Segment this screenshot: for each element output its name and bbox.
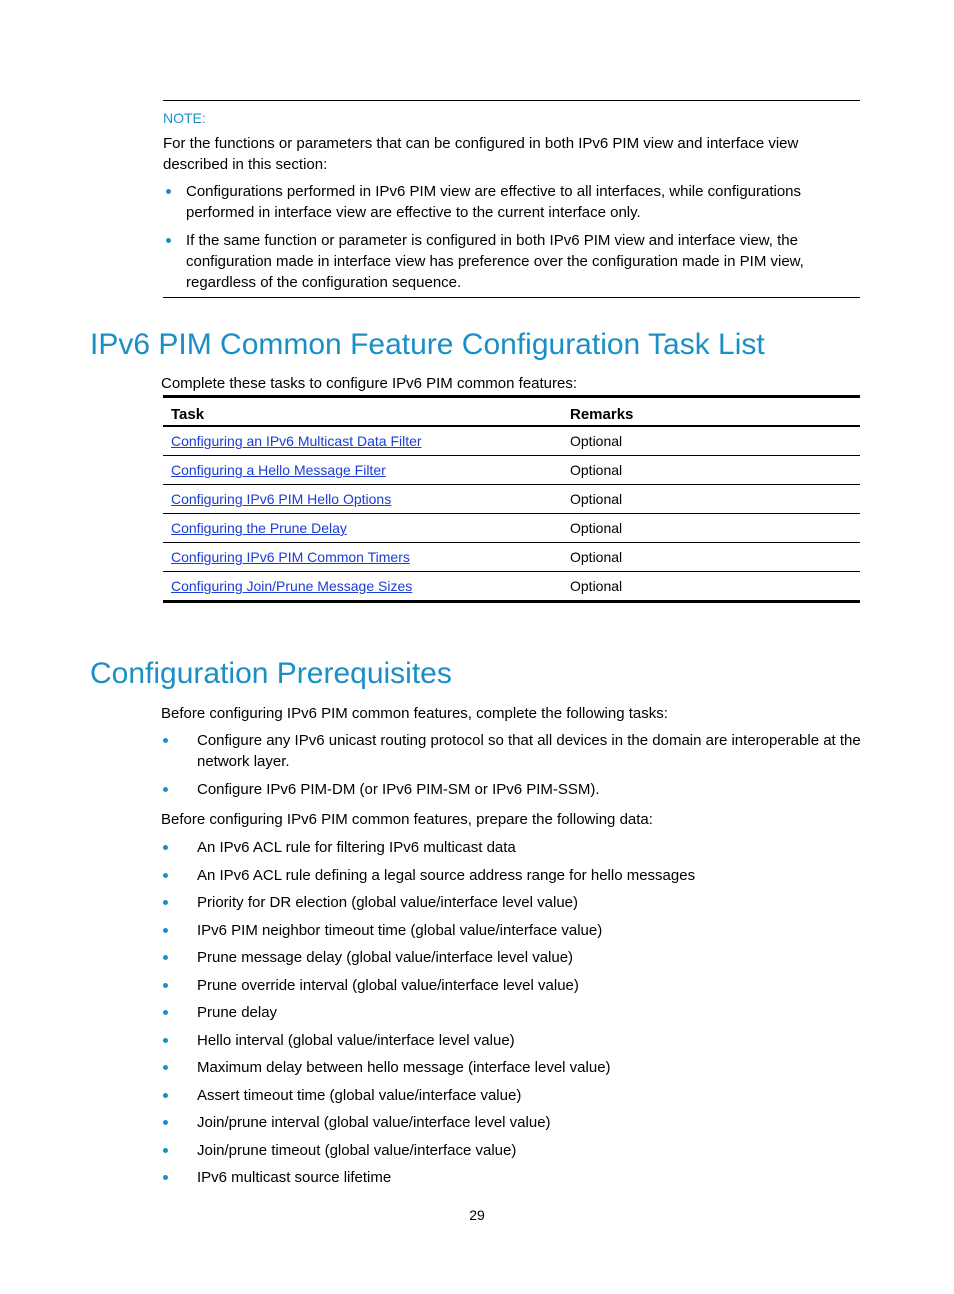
list-item: [161, 1002, 866, 1023]
task-link[interactable]: Configuring an IPv6 Multicast Data Filter: [171, 433, 422, 449]
bullet-icon: [163, 983, 168, 988]
list-item-text: Prune override interval (global value/interface level value): [197, 976, 579, 994]
remarks-cell: Optional: [562, 543, 860, 572]
table-row: [163, 514, 860, 543]
bullet-icon: [163, 955, 168, 960]
list-item-text: Configure IPv6 PIM-DM (or IPv6 PIM-SM or IPv6 PIM-SSM).: [197, 781, 600, 798]
section-heading: Configuration Prerequisites: [90, 657, 452, 690]
task-link[interactable]: Configuring IPv6 PIM Hello Options: [171, 491, 392, 507]
note-label: NOTE:: [163, 110, 206, 126]
section-intro: Before configuring IPv6 PIM common features, prepare the following data:: [161, 811, 653, 828]
bullet-icon: [163, 1010, 168, 1015]
list-item: [161, 1085, 866, 1106]
list-item: [161, 837, 866, 858]
remarks-cell: Optional: [570, 578, 623, 594]
note-bullet-text: If the same function or parameter is configured in both IPv6 PIM view and interface view, the configuration made in interface view has preference over the configuration made in PIM view, regardless of the configuration sequence.: [186, 232, 804, 291]
table-row: [163, 456, 860, 485]
list-item-text: Configure any IPv6 unicast routing protocol so that all devices in the domain are interoperable at the network layer.: [197, 732, 861, 770]
bullet-icon: [163, 928, 168, 933]
column-header-task: Task: [163, 397, 562, 427]
table-header-row: [163, 397, 860, 427]
table-row: [163, 485, 860, 514]
list-item: [161, 1112, 866, 1133]
table-row: [163, 543, 860, 572]
bullet-icon: [163, 900, 168, 905]
list-item-text: An IPv6 ACL rule for filtering IPv6 multicast data: [197, 839, 516, 856]
list-item: [161, 730, 866, 772]
list-item-text: Priority for DR election (global value/interface level value): [197, 894, 579, 911]
list-item-text: Prune delay: [197, 1004, 278, 1021]
prereq-task-list: [161, 730, 866, 800]
bullet-icon: [163, 1175, 168, 1180]
page-number: 29: [469, 1207, 485, 1223]
remarks-cell: Optional: [562, 426, 860, 456]
list-item: [163, 181, 860, 223]
bullet-icon: [163, 1038, 168, 1043]
list-item: [161, 1167, 866, 1188]
bullet-icon: [163, 738, 168, 743]
list-item: [161, 1140, 866, 1161]
bullet-icon: [163, 1093, 168, 1098]
task-link[interactable]: Configuring IPv6 PIM Common Timers: [171, 549, 410, 565]
list-item-text: IPv6 multicast source lifetime: [197, 1169, 392, 1186]
list-item-text: Join/prune interval (global value/interface level value): [197, 1114, 551, 1131]
table-row: [163, 572, 860, 602]
list-item-text: An IPv6 ACL rule defining a legal source address range for hello messages: [197, 866, 696, 884]
list-item-text: Join/prune timeout (global value/interface value): [197, 1141, 517, 1159]
remarks-cell: Optional: [562, 456, 860, 485]
note-bullet-list: [163, 181, 860, 293]
task-link[interactable]: Configuring Join/Prune Message Sizes: [171, 578, 413, 594]
remarks-cell: Optional: [562, 485, 860, 514]
list-item: [161, 892, 866, 913]
bullet-icon: [163, 873, 168, 878]
task-link[interactable]: Configuring a Hello Message Filter: [171, 462, 386, 478]
prereq-data-list: [161, 837, 866, 1195]
table-row: [163, 426, 860, 456]
note-bullet-text: Configurations performed in IPv6 PIM view are effective to all interfaces, while configurations performed in interface view are effective to the current interface only.: [186, 183, 802, 221]
bullet-icon: [163, 1120, 168, 1125]
bullet-icon: [163, 1065, 168, 1070]
list-item: [161, 1057, 866, 1078]
list-item-text: Maximum delay between hello message (interface level value): [197, 1059, 611, 1076]
list-item: [161, 865, 866, 886]
bullet-icon: [166, 189, 171, 194]
task-table: [163, 395, 860, 603]
note-box: [163, 100, 860, 298]
list-item-text: Assert timeout time (global value/interface value): [197, 1086, 522, 1104]
section-heading: IPv6 PIM Common Feature Configuration Task List: [90, 328, 765, 361]
bullet-icon: [163, 845, 168, 850]
list-item: [161, 975, 866, 996]
remarks-cell: Optional: [562, 514, 860, 543]
note-intro: For the functions or parameters that can be configured in both IPv6 PIM view and interface view described in this section:: [163, 135, 799, 173]
bullet-icon: [163, 1148, 168, 1153]
list-item: [161, 1030, 866, 1051]
list-item: [161, 920, 866, 941]
list-item: [161, 947, 866, 968]
section-intro: Before configuring IPv6 PIM common features, complete the following tasks:: [161, 705, 668, 722]
list-item: [163, 230, 860, 293]
task-link[interactable]: Configuring the Prune Delay: [171, 520, 347, 536]
bullet-icon: [163, 787, 168, 792]
column-header-remarks: Remarks: [562, 397, 860, 427]
section-intro: Complete these tasks to configure IPv6 PIM common features:: [161, 375, 578, 392]
list-item-text: Hello interval (global value/interface level value): [197, 1031, 515, 1049]
bullet-icon: [166, 238, 171, 243]
list-item: [161, 779, 866, 800]
list-item-text: IPv6 PIM neighbor timeout time (global value/interface value): [197, 921, 603, 939]
list-item-text: Prune message delay (global value/interface level value): [197, 949, 574, 966]
